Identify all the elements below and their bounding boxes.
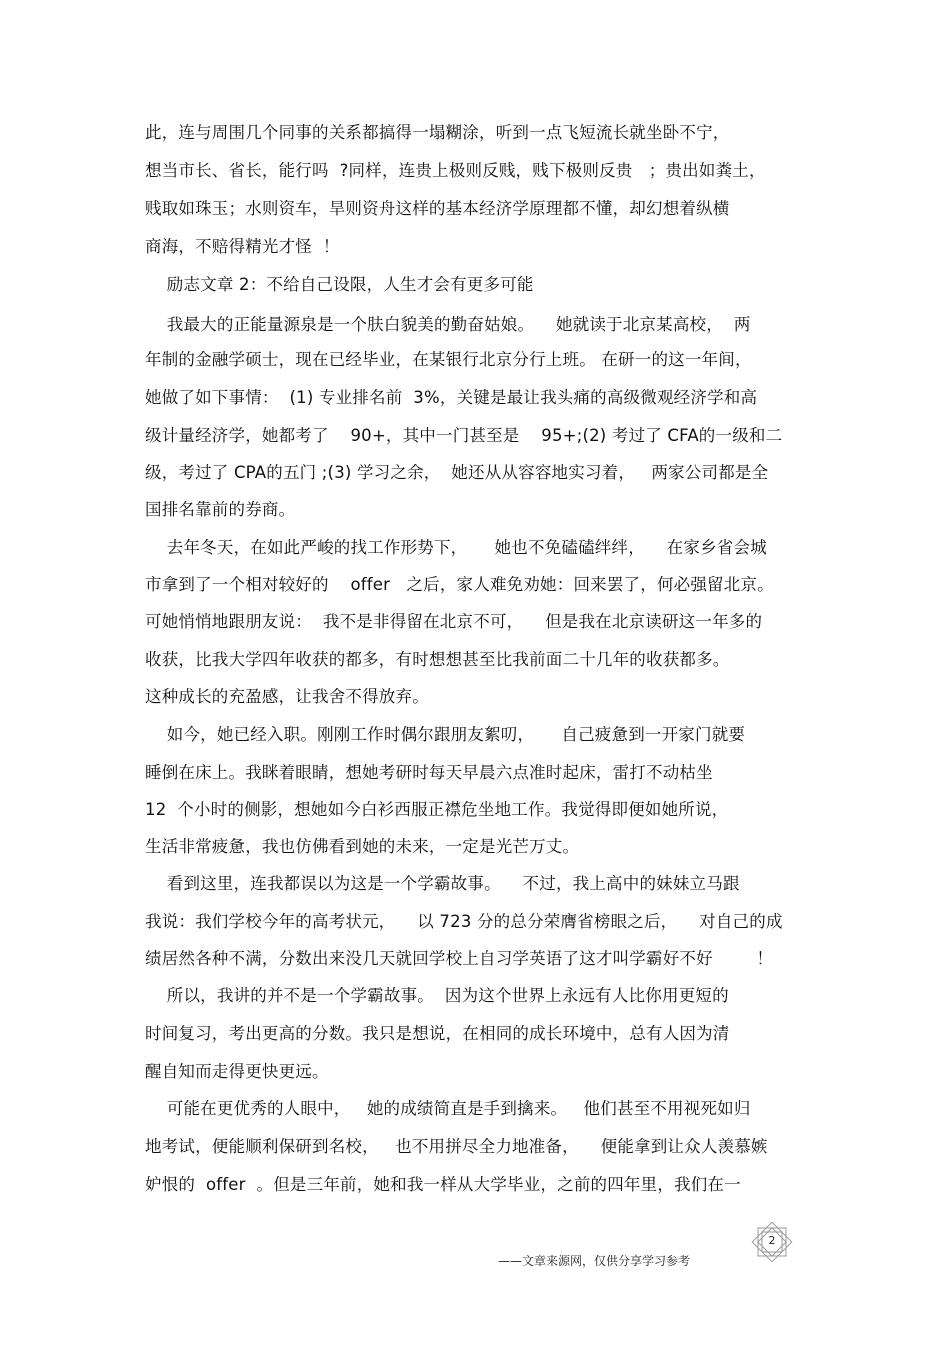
text-line: 国排名靠前的券商。	[145, 500, 296, 519]
text-line: 看到这里，连我都误以为这是一个学霸故事。 不过，我上高中的妹妹立马跟	[145, 874, 740, 893]
page-number: 2	[768, 1234, 776, 1247]
text-line: 我说：我们学校今年的高考状元， 以 723 分的总分荣膺省榜眼之后， 对自己的成	[145, 912, 783, 931]
text-line: 所以，我讲的并不是一个学霸故事。 因为这个世界上永远有人比你用更短的	[145, 986, 729, 1005]
text-line: 绩居然各种不满，分数出来没几天就回学校上自习学英语了这才叫学霸好不好 ！	[145, 949, 774, 968]
text-line: 贱取如珠玉；水则资车，旱则资舟这样的基本经济学原理都不懂，却幻想着纵横	[145, 199, 730, 218]
text-line: 级，考过了 CPA的五门 ;(3) 学习之余， 她还从从容容地实习着， 两家公司都是全	[145, 463, 769, 482]
text-line: 收获，比我大学四年收获的都多，有时想想甚至比我前面二十几年的收获都多。	[145, 650, 730, 669]
text-line: 这种成长的充盈感，让我舍不得放弃。	[145, 687, 429, 706]
text-line: 12 个小时的侧影，想她如今白衫西服正襟危坐地工作。我觉得即便如她所说，	[145, 800, 729, 819]
text-line: 妒恨的 offer 。但是三年前，她和我一样从大学毕业，之前的四年里，我们在一	[145, 1175, 741, 1194]
text-line: 时间复习，考出更高的分数。我只是想说，在相同的成长环境中，总有人因为清	[145, 1024, 730, 1043]
text-line: 市拿到了一个相对较好的 offer 之后，家人难免劝她：回来罢了，何必强留北京。	[145, 575, 774, 594]
text-line: 生活非常疲惫，我也仿佛看到她的未来，一定是光芒万丈。	[145, 837, 580, 856]
text-line: 地考试，便能顺利保研到名校， 也不用拼尽全力地准备， 便能拿到让众人羡慕嫉	[145, 1137, 768, 1156]
text-line: 商海，不赔得精光才怪 ！	[145, 237, 340, 256]
text-line: 睡倒在床上。我眯着眼睛，想她考研时每天早晨六点准时起床，雷打不动枯坐	[145, 763, 713, 782]
text-line: 想当市长、省长，能行吗 ?同样，连贵上极则反贱，贱下极则反贵 ；贵出如粪土，	[145, 161, 766, 180]
text-line: 去年冬天，在如此严峻的找工作形势下， 她也不免磕磕绊绊， 在家乡省会城	[145, 538, 767, 557]
text-line: 如今，她已经入职。刚刚工作时偶尔跟朋友絮叨， 自己疲惫到一开家门就要	[145, 725, 746, 744]
text-line: 可能在更优秀的人眼中， 她的成绩简直是手到擒来。 他们甚至不用视死如归	[145, 1099, 751, 1118]
text-line: 年制的金融学硕士，现在已经毕业，在某银行北京分行上班。 在研一的这一年间，	[145, 350, 752, 369]
text-line: 我最大的正能量源泉是一个肤白貌美的勤奋姑娘。 她就读于北京某高校， 两	[145, 315, 751, 334]
text-line: 可她悄悄地跟朋友说： 我不是非得留在北京不可， 但是我在北京读研这一年多的	[145, 612, 763, 631]
text-line: 醒自知而走得更快更远。	[145, 1062, 329, 1081]
footer-source-note: ——文章来源网，仅供分享学习参考	[498, 1254, 691, 1268]
page-number-badge	[748, 1222, 796, 1262]
text-line: 此，连与周围几个同事的关系都搞得一塌糊涂，听到一点飞短流长就坐卧不宁，	[145, 123, 730, 142]
text-line: 她做了如下事情： (1) 专业排名前 3%，关键是最让我头痛的高级微观经济学和高	[145, 388, 758, 407]
text-line: 级计量经济学，她都考了 90+，其中一门甚至是 95+;(2) 考过了 CFA的一级和二	[145, 426, 783, 445]
section-heading: 励志文章 2：不给自己设限，人生才会有更多可能	[145, 275, 534, 294]
